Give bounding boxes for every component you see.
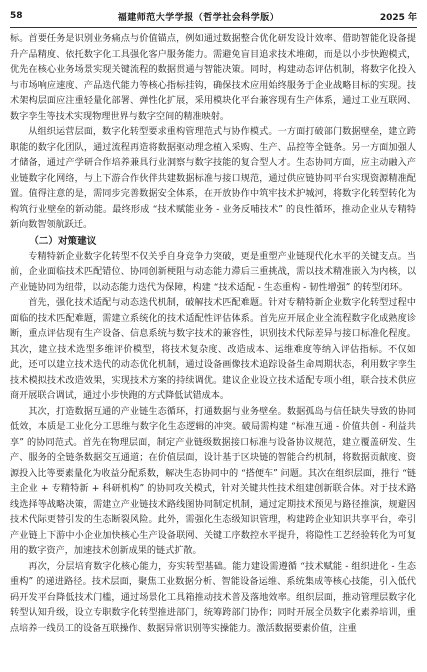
page-header xyxy=(10,5,417,27)
paragraph: 首先，强化技术适配与动态迭代机制，破解技术匹配难题。针对专精特新企业数字化转型过程中面临的技术匹配难题，需建立系统化的技术适配性评估体系。首先应开展企业全流程数字化成熟度诊断，重点评估现有生产设备、信息系统与数字技术的兼容性，识别技术代际差异与接口标准化程度。其次，建立技术选型多维评价模型，将技术复杂度、改造成本、运维难度等纳入评估指标。不仅如此，还可以建立技术迭代的动态优化机制，通过设备画像技术追踪设备生命周期状态，利用数字孪生技术模拟技术改造效果，实现技术方案的持续调优。建议企业设立技术适配专项小组，联合技术供应商开展联合调试，通过小步快跑的方式降低试错成本。 xyxy=(10,298,416,401)
paragraph: 再次，分层培育数字化核心能力，夯实转型基础。能力建设需遵循 “技术赋能 - 组织进化 - 生态重构” 的递进路径。技术层面，聚焦工业数据分析、智能设备运维、系统集成等核心技能，引入低代码开发平台降低技术门槛，通过场景化工具箱推动技术普及落地效率。组织层面，推动管理层数字化转型认知升级，设立专职数字化转型推进部门，统筹跨部门协作；同时开展全员数字化素养培训，重点培养一线员工的设备互联操作、数据异常识别等实操能力。激活数据要素价值，注重 xyxy=(10,561,416,634)
paragraph-continued: 标。首要任务是识别业务痛点与价值锚点，例如通过数据整合优化研发设计效率、借助智能化设备提升产品精度、依托数字化工具强化客户服务能力。需避免盲目追求技术堆砌，而是以小步快跑模式，优先在核心业务场景实现关键流程的数据贯通与智能决策。同时，构建动态评估机制，将数字化投入与市场响应速度、产品迭代能力等核心指标挂钩，确保技术应用始终服务于企业战略目标的实现。技术架构层面应注重轻量化部署、弹性化扩展，采用模块化平台兼容现有生产体系，通过工业互联网、数字孪生等技术实现物理世界与数字空间的精准映射。 xyxy=(10,34,416,122)
publication-year: 2025 年 xyxy=(379,12,417,23)
paragraph: 专精特新企业数字化转型不仅关乎自身竞争力突破，更是重塑产业链现代化水平的关键支点。当前，企业面临技术匹配错位、协同创新梗阻与动态能力滞后三重挑战，需以技术精准嵌入为内核，以产业链协同为纽带，以动态能力迭代为保障，构建 “技术适配 - 生态重构 - 韧性增强” 的转型闭环。 xyxy=(10,251,416,293)
page-number: 58 xyxy=(10,11,23,21)
article-body xyxy=(10,32,416,670)
header-rule xyxy=(10,27,417,28)
journal-title: 福建师范大学学报（哲学社会科学版） xyxy=(117,12,280,23)
paragraph: 从组织运营层面，数字化转型要求重构管理范式与协作模式。一方面打破部门数据壁垒，建立跨职能的数字化团队，通过流程再造将数据驱动理念植入采购、生产、品控等全链条。另一方面加强人才储备，通过产学研合作培养兼具行业洞察与数字技能的复合型人才。生态协同方面，应主动融入产业链数字化网络，与上下游合作伙伴共建数据标准与接口规范，通过供应链协同平台实现资源精准配置。值得注意的是，需同步完善数据安全体系，在开放协作中筑牢技术护城河，将数字化转型转化为构筑行业壁垒的新动能。最终形成 “技术赋能业务 - 业务反哺技术” 的良性循环，推动企业从专精特新向数智领航跃迁。 xyxy=(10,127,416,230)
section-heading: （二）对策建议 xyxy=(29,235,97,247)
paragraph: 其次，打造数据互通的产业链生态循环，打通数据与业务壁垒。数据孤岛与信任缺失导致的协同低效，本质是工业化分工思维与数字化生态逻辑的冲突。破局需构建 “标准互通 - 价值共创 - 利益共享” 的协同范式。首先在物理层面，制定产业链级数据接口标准与设备协议规范，建立覆盖研发、生产、服务的全链条数据交互通道；在价值层面，设计基于区块链的智能合约机制，将数据贡献度、资源投入比等要素量化为收益分配系数，解决生态协同中的 “搭便车” 问题。其次在组织层面，推行 “链主企业 + 专精特新 + 科研机构” 的协同攻关模式，针对关键共性技术组建创新联合体。对于技术路线选择等战略决策，需建立产业链技术路线图协同制定机制，通过定期技术预见与路径推演，规避因技术代际更替引发的生态断裂风险。此外，需强化生态级知识管理，构建跨企业知识共享平台，牵引产业链上下游中小企业加快核心生产设备联网、关键工序数控水平提升，将隐性工艺经验转化为可复用的数字资产，加速技术创新成果的链式扩散。 xyxy=(10,406,416,556)
